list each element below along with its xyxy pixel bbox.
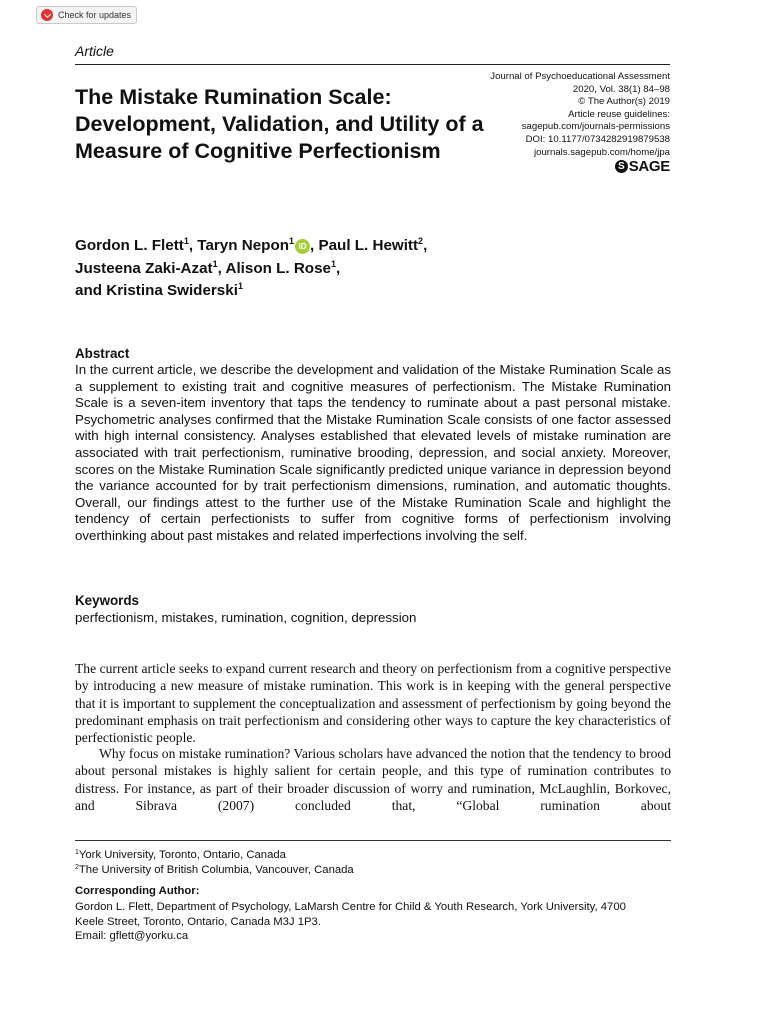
corresponding-author-details (75, 900, 675, 944)
reuse-guidelines-label: Article reuse guidelines: (568, 108, 670, 120)
author-affiliation-mark: 1 (330, 258, 336, 269)
affiliation-footnote (75, 848, 286, 863)
reuse-guidelines-link[interactable]: sagepub.com/journals-permissions (521, 121, 670, 133)
header-divider (75, 64, 670, 65)
article-type-label: Article (75, 43, 114, 59)
keywords-text: perfectionism, mistakes, rumination, cognition, depression (75, 610, 417, 625)
corresponding-address-line: Gordon L. Flett, Department of Psychology, LaMarsh Centre for Child & Youth Research, York University, 4700 (75, 901, 626, 913)
sage-logo-text: SAGE (628, 158, 670, 175)
footnote-divider (75, 840, 671, 841)
journal-info (490, 71, 670, 159)
author-affiliation-mark: 1 (289, 236, 295, 246)
affiliation-text: The University of British Columbia, Vancouver, Canada (78, 864, 354, 876)
corresponding-author-heading: Corresponding Author: (75, 885, 200, 897)
journal-volume: 2020, Vol. 38(1) 84–98 (572, 83, 670, 95)
journal-name: Journal of Psychoeducational Assessment (490, 71, 670, 82)
paper-title: The Mistake Rumination Scale: Development, Validation, and Utility of a Measure of Cognitive Perfectionism (75, 85, 484, 163)
check-for-updates-button[interactable] (36, 6, 137, 24)
author-affiliation-mark: 1 (212, 258, 218, 269)
check-for-updates-label: Check for updates (58, 10, 132, 20)
body-paragraph: The current article seeks to expand current research and theory on perfectionism from a cognitive perspective by introducing a new measure of mistake rumination. This work is in keeping with the general perspective that it is important to supplement the conceptualization and assessment of perfectionism by going beyond the predominant emphasis on trait perfectionism and considering other ways to capture the key characteristics of perfectionistic people. (75, 661, 671, 746)
corresponding-email[interactable]: Email: gflett@yorku.ca (75, 930, 189, 942)
author-affiliation-mark: 2 (418, 236, 424, 246)
abstract-text: In the current article, we describe the development and validation of the Mistake Rumination Scale as a supplement to existing trait and cognitive measures of perfectionism. The Mistake Rumination Scale is a seven-item inventory that taps the tendency to ruminate about a past personal mistake. Psychometric analyses confirmed that the Mistake Rumination Scale consists of one factor assessed with high internal consistency. Analyses established that elevated levels of mistake rumination are associated with trait perfectionism, ruminative brooding, depression, and social anxiety. Moreover, scores on the Mistake Rumination Scale significantly predicted unique variance in depression beyond the variance accounted for by trait perfectionism dimensions, rumination, and automatic thoughts. Overall, our findings attest to the further use of the Mistake Rumination Scale and highlight the tendency of certain perfectionists to suffer from cognitive forms of perfectionism involving overthinking about past mistakes and related imperfections involving the self. (75, 362, 671, 543)
author-affiliation-mark: 1 (237, 281, 243, 291)
author-name: Justeena Zaki-Azat (75, 259, 213, 277)
author-list: Gordon L. Flett$^1$, Taryn Nepon$^1$iD , Paul L. Hewitt$^2$, Justeena Zaki-Azat$^1$, Alison L. Rose$^1$, and Kristina Swiderski$^1$ (75, 236, 428, 299)
orcid-icon[interactable]: iD (295, 239, 310, 254)
author-conjunction: and (75, 282, 103, 299)
journal-home-link[interactable]: journals.sagepub.com/home/jpa (534, 146, 670, 158)
copyright-notice: © The Author(s) 2019 (578, 96, 670, 108)
corresponding-address-line: Keele Street, Toronto, Ontario, Canada M3J 1P3. (75, 915, 321, 928)
footnote-number: 1 (75, 849, 79, 856)
affiliation-footnote (75, 863, 354, 878)
affiliation-text: York University, Toronto, Ontario, Canada (78, 849, 286, 861)
author-name: Kristina Swiderski (106, 282, 238, 299)
body-paragraph: Why focus on mistake rumination? Various scholars have advanced the notion that the tendency to brood about personal mistakes is highly salient for certain people, and this type of rumination contributes to distress. For instance, as part of their broader discussion of worry and rumination, McLaughlin, Borkovec, and Sibrava (2007) concluded that, “Global rumination about (75, 746, 671, 813)
author-name: Alison L. Rose (225, 259, 331, 277)
author-affiliation-mark: 1 (183, 236, 189, 246)
author-name: Taryn Nepon (197, 237, 289, 254)
footnote-number: 2 (75, 864, 79, 871)
author-name: Gordon L. Flett (75, 237, 184, 254)
keywords-heading: Keywords (75, 593, 139, 608)
sage-logo-icon: S (615, 160, 628, 173)
abstract-heading: Abstract (75, 346, 130, 361)
doi-link[interactable]: DOI: 10.1177/0734282919879538 (525, 133, 670, 145)
update-check-icon (41, 9, 53, 21)
author-name: Paul L. Hewitt (318, 237, 419, 254)
sage-logo (615, 158, 670, 175)
